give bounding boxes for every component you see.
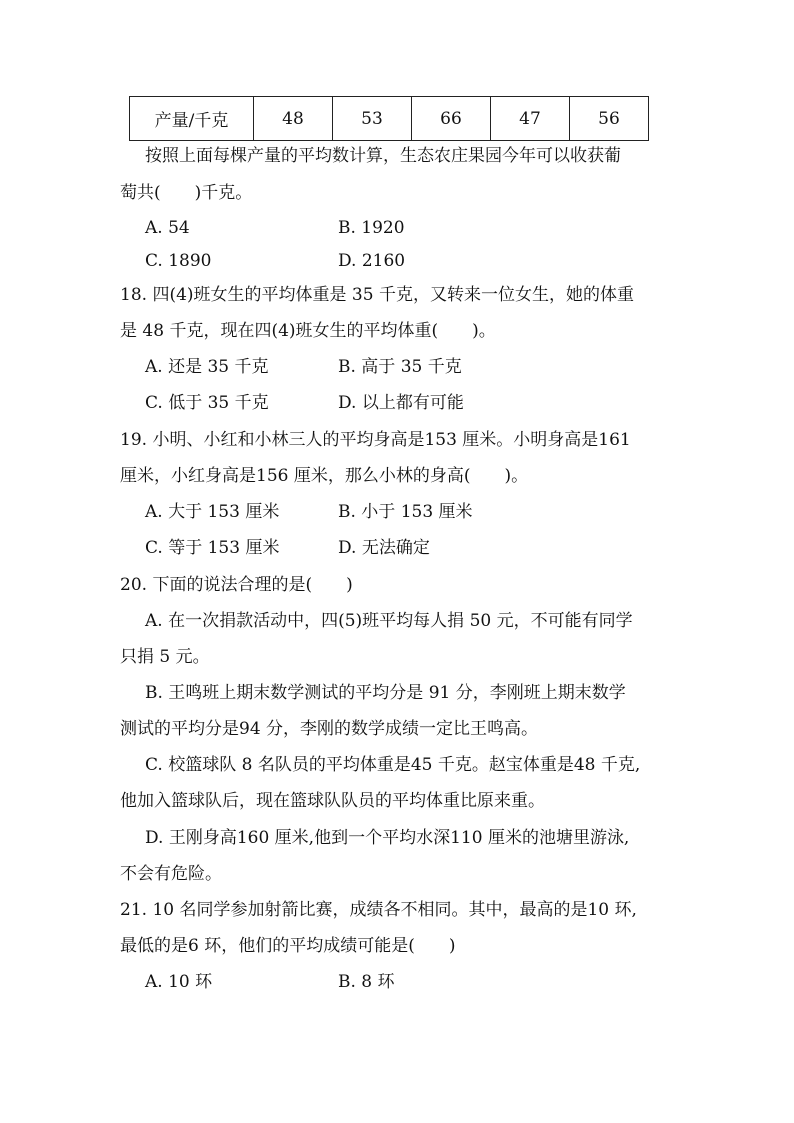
table-cell: 56	[570, 97, 649, 141]
q19-text-line1: 19. 小明、小红和小林三人的平均身高是153 厘米。小明身高是161	[120, 430, 631, 450]
q18-option-d: D. 以上都有可能	[338, 393, 464, 413]
q18-text-line2: 是 48 千克，现在四(4)班女生的平均体重( )。	[120, 321, 496, 341]
q21-text-line1: 21. 10 名同学参加射箭比赛，成绩各不相同。其中，最高的是10 环,	[120, 900, 637, 920]
q20-option-d-line1: D. 王刚身高160 厘米,他到一个平均水深110 厘米的池塘里游泳,	[145, 828, 630, 848]
q17-option-b: B. 1920	[338, 218, 405, 238]
q17-option-a: A. 54	[145, 218, 190, 238]
q18-option-b: B. 高于 35 千克	[338, 357, 462, 377]
q21-text-line2: 最低的是6 环，他们的平均成绩可能是( )	[120, 936, 456, 956]
q20-option-a-line2: 只捐 5 元。	[120, 647, 210, 667]
q20-option-c-line1: C. 校篮球队 8 名队员的平均体重是45 千克。赵宝体重是48 千克,	[145, 755, 641, 775]
q19-option-d: D. 无法确定	[338, 538, 430, 558]
q18-option-c: C. 低于 35 千克	[145, 393, 269, 413]
q20-option-b-line2: 测试的平均分是94 分，李刚的数学成绩一定比王鸣高。	[120, 719, 539, 739]
q17-text-line1: 按照上面每棵产量的平均数计算，生态农庄果园今年可以收获葡	[145, 146, 621, 166]
q20-option-a-line1: A. 在一次捐款活动中，四(5)班平均每人捐 50 元，不可能有同学	[145, 611, 633, 631]
q17-text-line2: 萄共( )千克。	[120, 183, 253, 203]
q19-option-c: C. 等于 153 厘米	[145, 538, 280, 558]
q18-option-a: A. 还是 35 千克	[145, 357, 269, 377]
table-cell: 47	[491, 97, 570, 141]
q20-option-d-line2: 不会有危险。	[120, 864, 222, 884]
table-cell: 66	[412, 97, 491, 141]
q17-option-d: D. 2160	[338, 251, 406, 271]
q20-option-c-line2: 他加入篮球队后，现在篮球队队员的平均体重比原来重。	[120, 791, 545, 811]
q20-text-line1: 20. 下面的说法合理的是( )	[120, 575, 353, 595]
q19-text-line2: 厘米，小红身高是156 厘米，那么小林的身高( )。	[120, 466, 529, 486]
table-cell: 48	[254, 97, 333, 141]
yield-table	[129, 96, 649, 141]
q18-text-line1: 18. 四(4)班女生的平均体重是 35 千克，又转来一位女生，她的体重	[120, 285, 634, 305]
q17-option-c: C. 1890	[145, 251, 212, 271]
q21-option-b: B. 8 环	[338, 972, 395, 992]
q19-option-b: B. 小于 153 厘米	[338, 502, 473, 522]
table-cell: 53	[333, 97, 412, 141]
q20-option-b-line1: B. 王鸣班上期末数学测试的平均分是 91 分，李刚班上期末数学	[145, 683, 626, 703]
q19-option-a: A. 大于 153 厘米	[145, 502, 280, 522]
table-row	[130, 97, 649, 141]
table-header-cell: 产量/千克	[130, 97, 254, 141]
q21-option-a: A. 10 环	[145, 972, 213, 992]
